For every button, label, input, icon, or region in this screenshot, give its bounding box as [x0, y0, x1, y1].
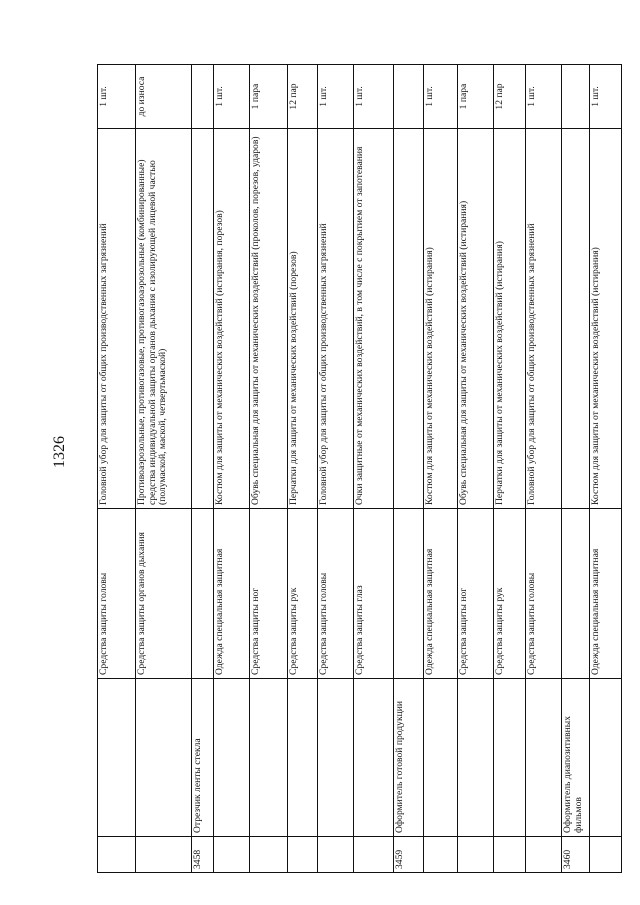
cell-protection-means: Одежда специальная защитная: [590, 509, 622, 679]
cell-quantity: [192, 65, 214, 129]
cell-profession: Оформитель диапозитивных фильмов: [562, 679, 590, 837]
table-row: [192, 65, 214, 873]
cell-item-name: Обувь специальная для защиты от механических воздействий (истирания): [458, 129, 494, 509]
cell-protection-means: Одежда специальная защитная: [424, 509, 458, 679]
cell-protection-means: Средства защиты органов дыхания: [136, 509, 192, 679]
table-row: [288, 65, 318, 873]
cell-item-name: [562, 129, 590, 509]
cell-quantity: 1 шт.: [98, 65, 136, 129]
cell-number: 3460: [562, 837, 590, 873]
cell-quantity: 1 шт.: [424, 65, 458, 129]
cell-protection-means: Одежда специальная защитная: [214, 509, 250, 679]
cell-item-name: Обувь специальная для защиты от механических воздействий (проколов, порезов, ударов): [250, 129, 288, 509]
cell-profession: [250, 679, 288, 837]
page-number: 1326: [51, 436, 68, 468]
cell-number: [458, 837, 494, 873]
table-row: [526, 65, 562, 873]
cell-item-name: [394, 129, 424, 509]
cell-profession: [526, 679, 562, 837]
cell-protection-means: Средства защиты головы: [526, 509, 562, 679]
cell-number: [494, 837, 526, 873]
table-row: [136, 65, 192, 873]
cell-protection-means: Средства защиты головы: [318, 509, 354, 679]
cell-item-name: Перчатки для защиты от механических воздействий (порезов): [288, 129, 318, 509]
cell-protection-means: Средства защиты рук: [288, 509, 318, 679]
cell-quantity: 1 пара: [250, 65, 288, 129]
cell-item-name: [192, 129, 214, 509]
cell-item-name: Перчатки для защиты от механических воздействий (истирания): [494, 129, 526, 509]
cell-number: [354, 837, 394, 873]
cell-number: [98, 837, 136, 873]
cell-quantity: 12 пар: [288, 65, 318, 129]
cell-item-name: Противоаэрозольные, противогазовые, противогазоаэрозольные (комбинированные) средства индивидуальной защиты органов дыхания с изолирующей лицевой частью (полумаской, маской, четвертьмаской): [136, 129, 192, 509]
cell-quantity: 1 пара: [458, 65, 494, 129]
cell-profession: Отрезчик ленты стекла: [192, 679, 214, 837]
cell-profession: [214, 679, 250, 837]
cell-protection-means: Средства защиты рук: [494, 509, 526, 679]
cell-item-name: Костюм для защиты от механических воздействий (истирания): [424, 129, 458, 509]
table-row: [250, 65, 288, 873]
cell-protection-means: [562, 509, 590, 679]
table-row: [394, 65, 424, 873]
cell-item-name: Костюм для защиты от механических воздействий (истирания, порезов): [214, 129, 250, 509]
cell-item-name: Костюм для защиты от механических воздействий (истирания): [590, 129, 622, 509]
cell-quantity: 1 шт.: [354, 65, 394, 129]
cell-item-name: Головной убор для защиты от общих производственных загрязнений: [98, 129, 136, 509]
cell-number: [214, 837, 250, 873]
cell-number: [288, 837, 318, 873]
cell-quantity: 1 шт.: [526, 65, 562, 129]
cell-profession: [136, 679, 192, 837]
cell-profession: [424, 679, 458, 837]
cell-number: [526, 837, 562, 873]
table-wrapper: [97, 65, 601, 873]
cell-number: [590, 837, 622, 873]
cell-quantity: 1 шт.: [214, 65, 250, 129]
cell-number: [424, 837, 458, 873]
cell-quantity: 1 шт.: [590, 65, 622, 129]
rotated-page-area: [97, 65, 601, 873]
cell-profession: [288, 679, 318, 837]
table-row: [590, 65, 622, 873]
cell-protection-means: Средства защиты глаз: [354, 509, 394, 679]
cell-profession: [318, 679, 354, 837]
cell-protection-means: Средства защиты ног: [250, 509, 288, 679]
cell-number: 3458: [192, 837, 214, 873]
table-row: [98, 65, 136, 873]
cell-number: [318, 837, 354, 873]
cell-protection-means: Средства защиты головы: [98, 509, 136, 679]
cell-quantity: [394, 65, 424, 129]
cell-quantity: 1 шт.: [318, 65, 354, 129]
cell-number: [250, 837, 288, 873]
cell-number: [136, 837, 192, 873]
cell-profession: [458, 679, 494, 837]
cell-item-name: Головной убор для защиты от общих производственных загрязнений: [526, 129, 562, 509]
cell-profession: [354, 679, 394, 837]
cell-profession: [590, 679, 622, 837]
cell-quantity: [562, 65, 590, 129]
cell-profession: Оформитель готовой продукции: [394, 679, 424, 837]
cell-protection-means: Средства защиты ног: [458, 509, 494, 679]
cell-item-name: Головной убор для защиты от общих производственных загрязнений: [318, 129, 354, 509]
cell-item-name: Очки защитные от механических воздействий, в том числе с покрытием от запотевания: [354, 129, 394, 509]
cell-number: 3459: [394, 837, 424, 873]
table-row: [424, 65, 458, 873]
cell-protection-means: [192, 509, 214, 679]
ppe-norms-table: [97, 64, 622, 873]
cell-protection-means: [394, 509, 424, 679]
table-row: [458, 65, 494, 873]
cell-profession: [98, 679, 136, 837]
cell-quantity: до износа: [136, 65, 192, 129]
table-row: [494, 65, 526, 873]
cell-profession: [494, 679, 526, 837]
cell-quantity: 12 пар: [494, 65, 526, 129]
table-row: [318, 65, 354, 873]
table-row: [562, 65, 590, 873]
table-row: [214, 65, 250, 873]
table-row: [354, 65, 394, 873]
